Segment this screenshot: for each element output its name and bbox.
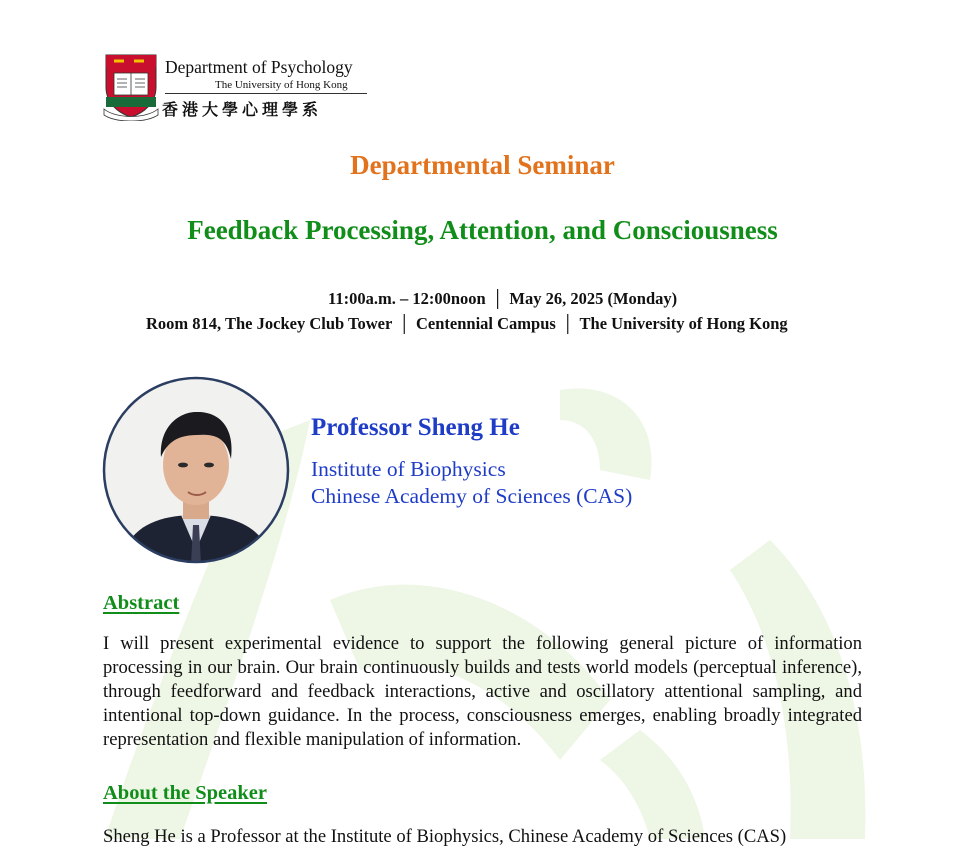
department-logo bbox=[102, 53, 372, 123]
event-venue-line bbox=[146, 314, 788, 334]
event-university: The University of Hong Kong bbox=[579, 314, 788, 333]
department-name: Department of Psychology bbox=[165, 57, 353, 77]
speaker-affiliation-institute: Institute of Biophysics bbox=[311, 457, 506, 481]
logo-divider bbox=[165, 93, 367, 94]
abstract-text: I will present experimental evidence to support the following general picture of information processing in our brain. Our brain continuously builds and tests world models (perceptual inference), through feedforward and feedback interactions, active and oscillatory attentional sampling, and intentional top-down guidance. In the process, consciousness emerges, enabling broadly integrated representation and flexible manipulation of information. bbox=[103, 633, 862, 750]
speaker-name: Professor Sheng He bbox=[311, 414, 520, 441]
chinese-department-name: 香港大學心理學系 bbox=[162, 100, 323, 119]
separator: │ bbox=[491, 289, 504, 308]
talk-title: Feedback Processing, Attention, and Consciousness bbox=[187, 215, 778, 245]
speaker-photo bbox=[101, 375, 291, 565]
abstract-heading: Abstract bbox=[103, 592, 180, 614]
event-time-line bbox=[328, 289, 677, 309]
event-room: Room 814, The Jockey Club Tower bbox=[146, 314, 393, 333]
university-name: The University of Hong Kong bbox=[215, 79, 348, 91]
separator: │ bbox=[561, 314, 574, 333]
speaker-bio-text: Sheng He is a Professor at the Institute of Biophysics, Chinese Academy of Sciences (CAS) bbox=[103, 826, 787, 847]
seminar-label: Departmental Seminar bbox=[350, 150, 615, 180]
about-speaker-heading: About the Speaker bbox=[103, 782, 268, 804]
speaker-affiliation-academy: Chinese Academy of Sciences (CAS) bbox=[311, 484, 633, 508]
event-campus: Centennial Campus bbox=[416, 314, 556, 333]
university-crest-icon bbox=[102, 53, 160, 121]
separator: │ bbox=[398, 314, 411, 333]
event-date: May 26, 2025 (Monday) bbox=[509, 289, 678, 308]
event-time: 11:00a.m. – 12:00noon bbox=[328, 289, 486, 308]
